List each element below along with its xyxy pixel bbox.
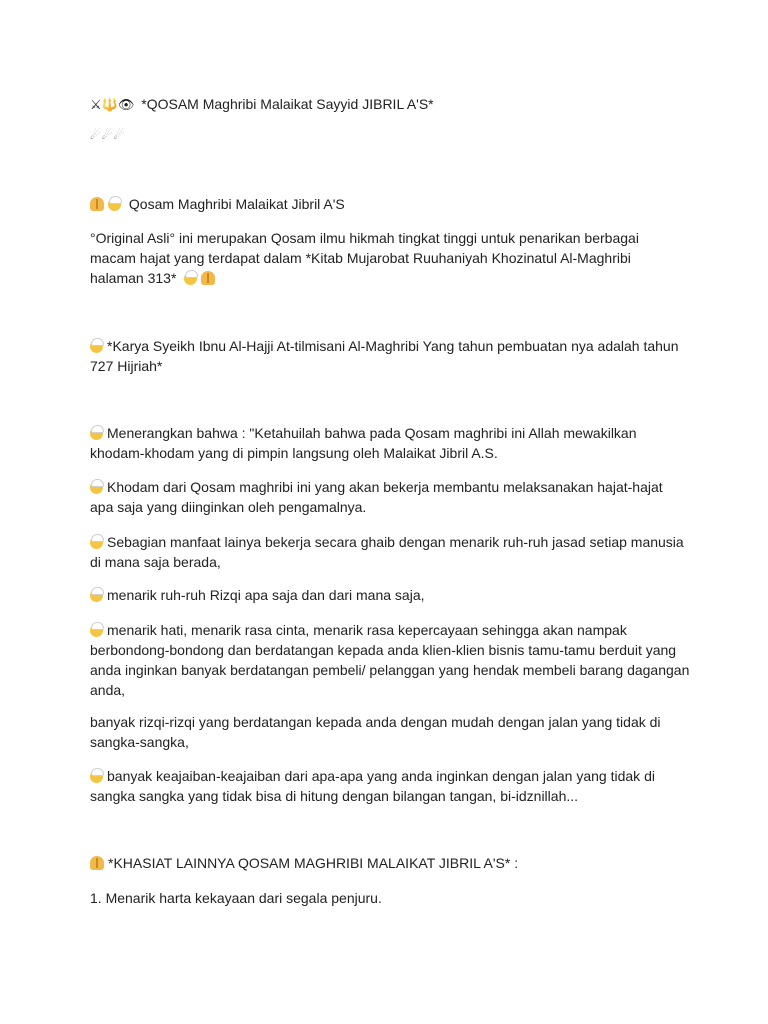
title-line <box>90 94 690 116</box>
p1-line-3: halaman 313* <box>90 270 177 286</box>
p3-line-2: khodam-khodam yang di pimpin langsung oleh Malaikat Jibril A.S. <box>90 445 498 461</box>
p4-line-1: Khodam dari Qosam maghribi ini yang akan bekerja membantu melaksanakan hajat-hajat <box>107 479 663 495</box>
p8-line-1: banyak rizqi-rizqi yang berdatangan kepada anda dengan mudah dengan jalan yang tidak di <box>90 714 661 730</box>
praying-hands-icon <box>90 856 104 870</box>
praying-hands-icon <box>201 271 215 285</box>
p9-line-2: sangka sangka yang tidak bisa di hitung dengan bilangan tangan, bi-idznillah... <box>90 788 579 804</box>
turban-person-icon <box>90 427 103 440</box>
p1-line-3-wrap <box>90 268 690 288</box>
p1-line-1: °Original Asli° ini merupakan Qosam ilmu hikmah tingkat tinggi untuk penarikan berbagai <box>90 230 639 246</box>
p5-line-1-wrap <box>90 532 690 552</box>
p1-line-2: macam hajat yang terdapat dalam *Kitab Mujarobat Ruuhaniyah Khozinatul Al-Maghribi <box>90 250 631 266</box>
p9-line-1: banyak keajaiban-keajaiban dari apa-apa yang anda inginkan dengan jalan yang tidak di <box>107 768 655 784</box>
p3-line-1-wrap <box>90 423 690 443</box>
swords-trident-eye-icon: ⚔🔱👁 <box>90 98 135 113</box>
paragraph-9 <box>90 766 690 806</box>
turban-person-icon <box>90 536 103 549</box>
doc-title: *QOSAM Maghribi Malaikat Sayyid JIBRIL A'S* <box>141 96 434 112</box>
p7-line-3: anda inginkan banyak berdatangan pembeli/ pelanggan yang hendak membeli barang dagangan <box>90 662 690 678</box>
decorative-marks: ☄☄☄ <box>90 128 126 142</box>
turban-person-icon <box>90 624 103 637</box>
turban-person-icon <box>90 340 103 353</box>
p7-line-4: anda, <box>90 682 126 698</box>
turban-person-icon <box>184 272 197 285</box>
heading-line <box>90 194 690 214</box>
p3-line-1: Menerangkan bahwa : "Ketahuilah bahwa pada Qosam maghribi ini Allah mewakilkan <box>107 425 637 441</box>
paragraph-1 <box>90 228 690 288</box>
p2-line-1: *Karya Syeikh Ibnu Al-Hajji At-tilmisani Al-Maghribi Yang tahun pembuatan nya adalah tahun <box>107 338 679 354</box>
turban-person-icon <box>90 770 103 783</box>
praying-hands-icon <box>90 197 104 211</box>
paragraph-7 <box>90 620 690 700</box>
p9-line-1-wrap <box>90 766 690 786</box>
list-item-1: 1. Menarik harta kekayaan dari segala penjuru. <box>90 890 382 906</box>
p4-line-2: apa saja yang diinginkan oleh pengamalnya. <box>90 499 367 515</box>
khasiat-heading-line <box>90 853 690 873</box>
paragraph-2 <box>90 336 690 376</box>
paragraph-6 <box>90 585 690 605</box>
p6-text: menarik ruh-ruh Rizqi apa saja dan dari mana saja, <box>107 587 425 603</box>
p7-line-1-wrap <box>90 620 690 640</box>
turban-person-icon <box>90 481 103 494</box>
paragraph-8 <box>90 712 690 752</box>
paragraph-3 <box>90 423 690 463</box>
khasiat-heading: *KHASIAT LAINNYA QOSAM MAGHRIBI MALAIKAT JIBRIL A'S* : <box>108 855 519 871</box>
p5-line-1: Sebagian manfaat lainya bekerja secara ghaib dengan menarik ruh-ruh jasad setiap manusia <box>107 534 684 550</box>
p2-line-2: 727 Hijriah* <box>90 358 163 374</box>
p4-line-1-wrap <box>90 477 690 497</box>
turban-person-icon <box>90 589 103 602</box>
doc-heading: Qosam Maghribi Malaikat Jibril A'S <box>128 196 345 212</box>
p2-line-1-wrap <box>90 336 690 356</box>
paragraph-5 <box>90 532 690 572</box>
p5-line-2: di mana saja berada, <box>90 554 221 570</box>
paragraph-4 <box>90 477 690 517</box>
turban-person-icon <box>108 198 121 211</box>
p7-line-2: berbondong-bondong dan berdatangan kepada anda klien-klien bisnis tamu-tamu berduit yang <box>90 642 677 658</box>
p8-line-2: sangka-sangka, <box>90 734 189 750</box>
p7-line-1: menarik hati, menarik rasa cinta, menarik rasa kepercayaan sehingga akan nampak <box>107 622 627 638</box>
